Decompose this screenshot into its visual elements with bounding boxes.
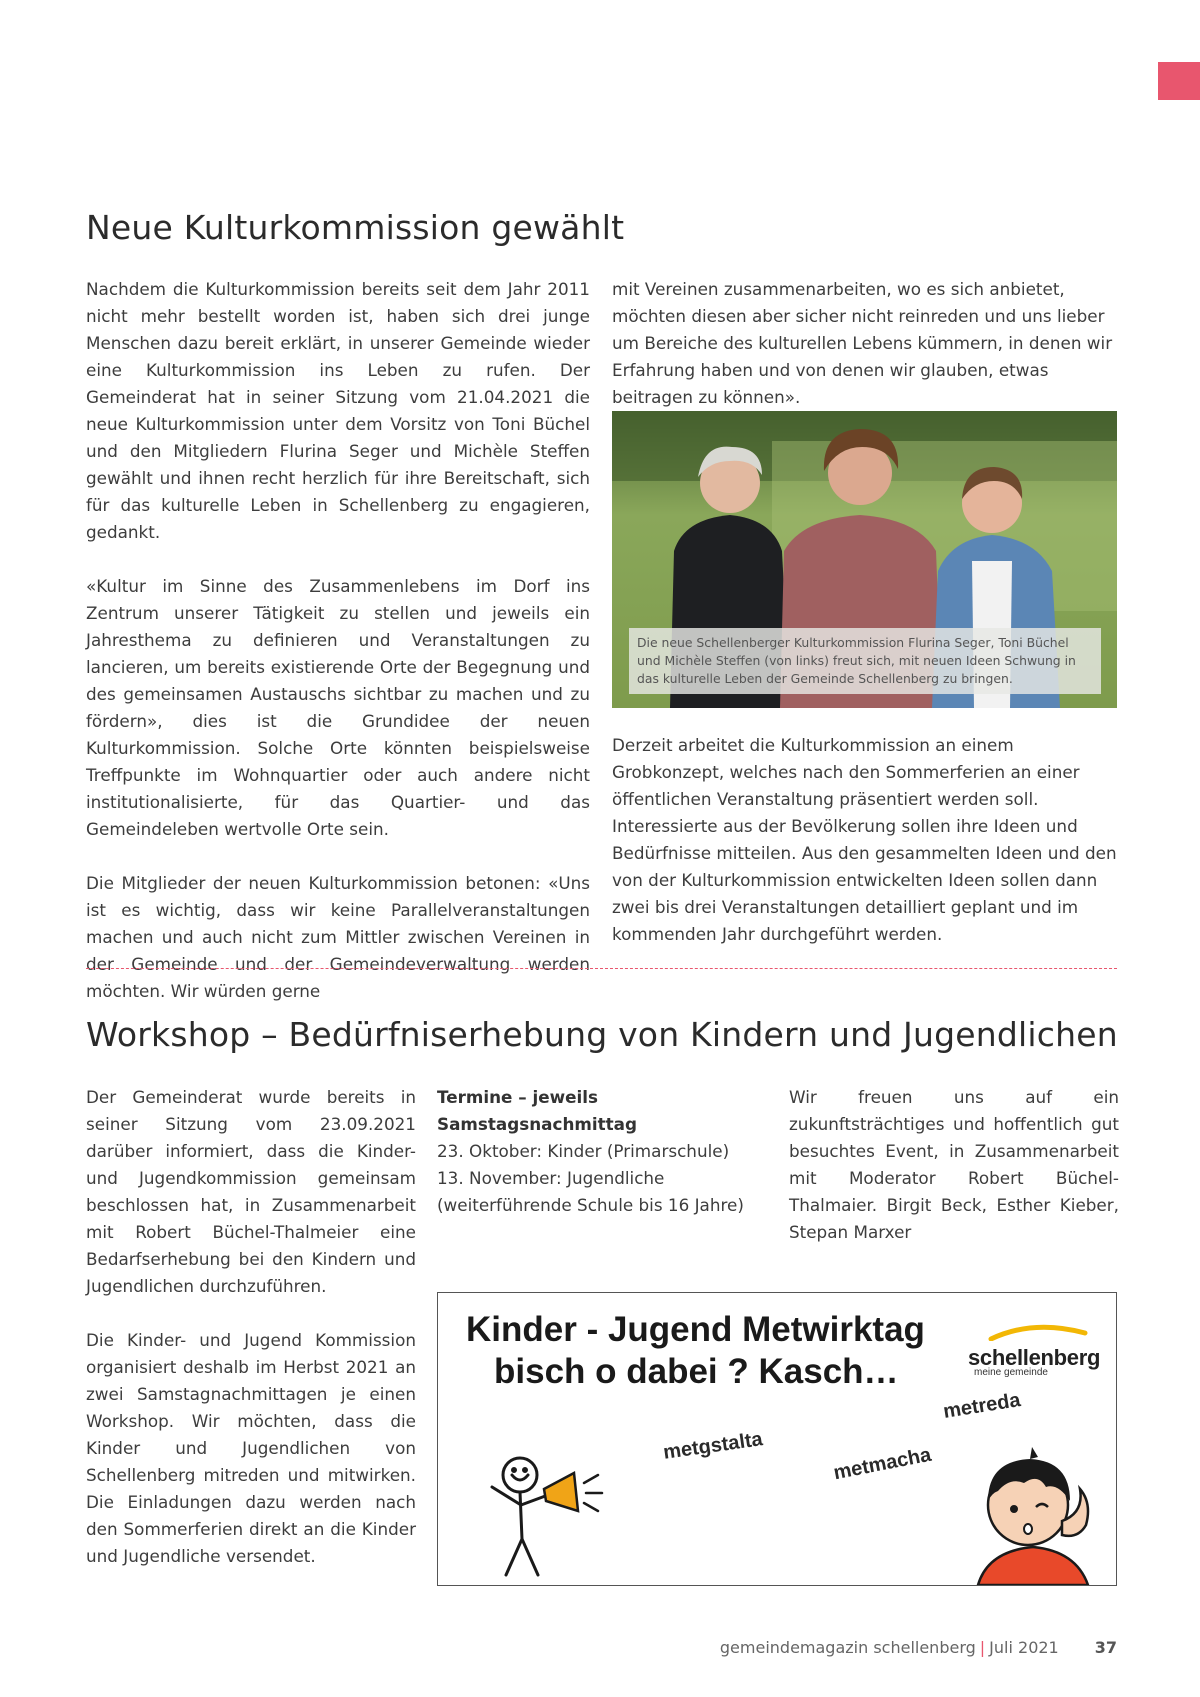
article-title-kulturkommission: Neue Kulturkommission gewählt — [86, 208, 625, 247]
metwirktag-poster — [437, 1292, 1117, 1586]
article1-paragraph: Nachdem die Kulturkommission bereits seit dem Jahr 2011 nicht mehr bestellt worden ist, haben sich drei junge Menschen dazu bereit erklärt, in unserer Gemeinde wieder eine Kulturkommission ins Leben zu rufen. Der Gemeinderat hat in seiner Sitzung vom 21.04.2021 die neue Kulturkommission unter dem Vorsitz von Toni Büchel und den Mitgliedern Flurina Seger und Michèle Steffen gewählt und ihnen recht herzlich für ihre Bereitschaft, sich für das kulturelle Leben in Schellenberg zu engagieren, gedankt. — [86, 279, 590, 542]
termine-heading: Termine – jeweils Samstagsnachmittag — [437, 1087, 638, 1134]
logo-tagline: meine gemeinde — [974, 1367, 1048, 1378]
article1-paragraph: Derzeit arbeitet die Kulturkommission an einem Grobkonzept, welches nach den Sommerferien an einer öffentlichen Veranstaltung präsentiert werden soll. Interessierte aus der Bevölkerung sollen ihre Ideen und Bedürfnisse mitteilen. Aus den gesammelten Ideen und den von der Kulturkommission entwickelten Ideen sollen dann zwei bis drei Veranstaltungen detailliert geplant und im kommenden Jahr durchgeführt werden. — [612, 735, 1117, 944]
article1-paragraph: Die Mitglieder der neuen Kulturkommission betonen: «Uns ist es wichtig, dass wir keine Parallelveranstaltungen machen und auch nicht zum Mittler zwischen Vereinen in der Gemeinde und der Gemeindeverwaltung werden möchten. Wir würden gerne — [86, 873, 590, 1001]
article1-paragraph: «Kultur im Sinne des Zusammenlebens im Dorf ins Zentrum unserer Tätigkeit zu stellen und jeweils ein Jahresthema zu definieren und Veranstaltungen zu lancieren, um bereits existierende Orte der Begegnung und des gemeinsamen Austauschs sichtbar zu machen und zu fördern», dies ist die Grundidee der neuen Kulturkommission. Solche Orte könnten beispielsweise Treffpunkte im Wohnquartier oder auch andere nicht institutionalisierte, für das Quartier- und das Gemeindeleben wertvolle Orte sein. — [86, 576, 590, 839]
article1-right-column-bottom — [612, 732, 1117, 948]
article2-column-1 — [86, 1084, 416, 1570]
article2-paragraph: Die Kinder- und Jugend Kommission organisiert deshalb im Herbst 2021 an zwei Samstagnachmittagen je einen Workshop. Wir möchten, dass die Kinder und Jugendlichen von Schellenberg mitreden und mitwirken. Die Einladungen dazu werden nach den Sommerferien direkt an die Kinder und Jugendliche versendet. — [86, 1330, 416, 1566]
footer-issue: Juli 2021 — [989, 1638, 1059, 1657]
article2-paragraph: Wir freuen uns auf ein zukunftsträchtiges und hoffentlich gut besuchtes Event, in Zusammenarbeit mit Moderator Robert Büchel-Thalmaier. Birgit Beck, Esther Kieber, Stepan Marxer — [789, 1087, 1119, 1242]
stick-figure-megaphone-icon — [478, 1453, 608, 1581]
poster-word: metgstalta — [661, 1428, 765, 1464]
poster-title-line: bisch o dabei ? Kasch… — [494, 1352, 899, 1391]
poster-title — [466, 1309, 925, 1393]
poster-title-line: Kinder - Jugend Metwirktag — [466, 1310, 925, 1349]
logo-name: schellenberg — [968, 1345, 1101, 1370]
article1-paragraph: mit Vereinen zusammenarbeiten, wo es sich anbietet, möchten diesen aber sicher nicht reinreden und uns lieber um Bereiche des kulturellen Lebens kümmern, in denen wir Erfahrung haben und von denen wir glauben, etwas beitragen zu können». — [612, 279, 1113, 407]
article-title-workshop: Workshop – Bedürfniserhebung von Kindern und Jugendlichen — [86, 1015, 1118, 1054]
commission-group-photo — [612, 411, 1117, 708]
article1-right-column-top — [612, 276, 1117, 411]
schellenberg-logo — [968, 1323, 1101, 1378]
article2-column-3 — [789, 1084, 1119, 1246]
page-number: 37 — [1094, 1638, 1117, 1657]
page-footer — [600, 1638, 1117, 1657]
footer-magazine-name: gemeindemagazin schellenberg — [719, 1638, 976, 1657]
poster-word: metreda — [941, 1389, 1022, 1423]
termine-item: 23. Oktober: Kinder (Primarschule) — [437, 1141, 730, 1161]
termine-item: 13. November: Jugendliche (weiterführende Schule bis 16 Jahre) — [437, 1168, 744, 1215]
logo-swoosh-icon — [973, 1323, 1093, 1341]
poster-word: metmacha — [831, 1443, 934, 1485]
article2-column-2 — [437, 1084, 767, 1219]
section-divider — [86, 968, 1117, 969]
section-tab-marker — [1158, 62, 1200, 100]
footer-separator: | — [979, 1638, 986, 1657]
article1-left-column — [86, 276, 590, 1005]
article2-paragraph: Der Gemeinderat wurde bereits in seiner Sitzung vom 23.09.2021 darüber informiert, dass die Kinder- und Jugendkommission gemeinsam beschlossen hat, in Zusammenarbeit mit Robert Büchel-Thalmeier eine Bedarfserhebung bei den Kindern und Jugendlichen durchzuführen. — [86, 1087, 416, 1296]
photo-caption: Die neue Schellenberger Kulturkommission Flurina Seger, Toni Büchel und Michèle Steffen (von links) freut sich, mit neuen Ideen Schwung in das kulturelle Leben der Gemeinde Schellenberg zu bringen. — [629, 628, 1101, 694]
listening-child-icon — [958, 1443, 1108, 1585]
